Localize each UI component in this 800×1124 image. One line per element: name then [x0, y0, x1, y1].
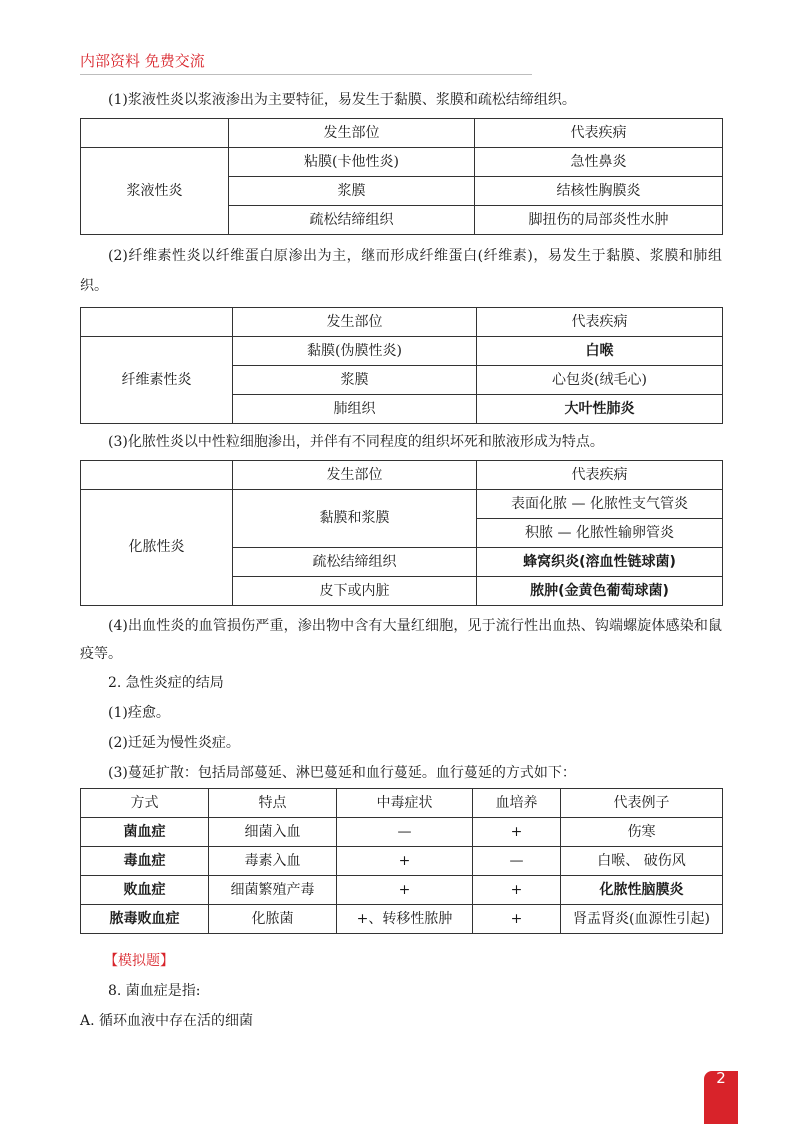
t2-site: 浆膜 [233, 366, 477, 395]
t4-header: 特点 [209, 789, 337, 818]
t2-header-empty [81, 308, 233, 337]
t3-header-site: 发生部位 [233, 461, 477, 490]
t4-header: 代表例子 [561, 789, 723, 818]
t2-site: 黏膜(伪膜性炎) [233, 337, 477, 366]
page-header [80, 50, 532, 75]
t1-header-disease: 代表疾病 [475, 119, 723, 148]
t3-header-disease: 代表疾病 [477, 461, 723, 490]
section-title: 【模拟题】 [104, 953, 174, 969]
t3-disease: 积脓 — 化脓性输卵管炎 [477, 519, 723, 548]
t2-site: 肺组织 [233, 395, 477, 424]
t1-disease: 脚扭伤的局部炎性水肿 [475, 206, 723, 235]
para-hemorrhagic: (4)出血性炎的血管损伤严重，渗出物中含有大量红细胞，见于流行性出血热、钩端螺旋体感染和鼠疫等。 [80, 618, 722, 662]
t4-feature: 化脓菌 [209, 905, 337, 934]
t4-feature: 毒素入血 [209, 847, 337, 876]
t2-disease: 大叶性肺炎 [477, 395, 723, 424]
t2-label: 纤维素性炎 [81, 337, 233, 424]
t4-tox: +、转移性脓肿 [337, 905, 473, 934]
t2-header-disease: 代表疾病 [477, 308, 723, 337]
t1-site: 粘膜(卡他性炎) [229, 148, 475, 177]
question-text: 8. 菌血症是指: [108, 983, 201, 999]
t1-disease: 结核性胸膜炎 [475, 177, 723, 206]
t4-name: 脓毒败血症 [81, 905, 209, 934]
t4-tox: + [337, 876, 473, 905]
t1-disease: 急性鼻炎 [475, 148, 723, 177]
t1-header-empty [81, 119, 229, 148]
para-serous: (1)浆液性炎以浆液渗出为主要特征，易发生于黏膜、浆膜和疏松结缔组织。 [108, 92, 576, 108]
table-spread [80, 788, 723, 934]
t4-culture: + [473, 876, 561, 905]
t4-header: 血培养 [473, 789, 561, 818]
header-text: 内部资料 免费交流 [80, 52, 205, 70]
t4-name: 菌血症 [81, 818, 209, 847]
t4-culture: + [473, 905, 561, 934]
page-number-badge [704, 1071, 738, 1124]
t4-culture: — [473, 847, 561, 876]
t1-site: 浆膜 [229, 177, 475, 206]
t3-disease: 蜂窝织炎(溶血性链球菌) [477, 548, 723, 577]
table-purulent [80, 460, 723, 606]
para-fibrinous: (2)纤维素性炎以纤维蛋白原渗出为主，继而形成纤维蛋白(纤维素)，易发生于黏膜、浆膜和肺组织。 [80, 248, 722, 294]
t3-site: 皮下或内脏 [233, 577, 477, 606]
t4-name: 毒血症 [81, 847, 209, 876]
t4-name: 败血症 [81, 876, 209, 905]
t3-label: 化脓性炎 [81, 490, 233, 606]
t4-tox: + [337, 847, 473, 876]
t3-header-empty [81, 461, 233, 490]
t3-disease: 表面化脓 — 化脓性支气管炎 [477, 490, 723, 519]
para-outcome-2: (2)迁延为慢性炎症。 [108, 735, 240, 751]
t4-tox: — [337, 818, 473, 847]
t4-example: 化脓性脑膜炎 [561, 876, 723, 905]
para-purulent: (3)化脓性炎以中性粒细胞渗出，并伴有不同程度的组织坏死和脓液形成为特点。 [108, 434, 604, 450]
t1-header-site: 发生部位 [229, 119, 475, 148]
t3-site: 疏松结缔组织 [233, 548, 477, 577]
t3-disease: 脓肿(金黄色葡萄球菌) [477, 577, 723, 606]
t4-example: 肾盂肾炎(血源性引起) [561, 905, 723, 934]
t3-site: 黏膜和浆膜 [233, 490, 477, 548]
content [80, 88, 722, 1036]
t4-example: 白喉、 破伤风 [561, 847, 723, 876]
t4-header: 中毒症状 [337, 789, 473, 818]
option-a: A. 循环血液中存在活的细菌 [80, 1013, 254, 1029]
para-outcome-1: (1)痊愈。 [108, 705, 170, 721]
para-outcome-3: (3)蔓延扩散：包括局部蔓延、淋巴蔓延和血行蔓延。血行蔓延的方式如下： [108, 765, 576, 781]
t2-header-site: 发生部位 [233, 308, 477, 337]
t4-feature: 细菌入血 [209, 818, 337, 847]
t1-site: 疏松结缔组织 [229, 206, 475, 235]
para-outcome-heading: 2. 急性炎症的结局 [108, 675, 224, 691]
t4-header: 方式 [81, 789, 209, 818]
page-number: 2 [716, 1069, 726, 1087]
t4-example: 伤寒 [561, 818, 723, 847]
t4-culture: + [473, 818, 561, 847]
table-fibrinous [80, 307, 723, 424]
table-serous [80, 118, 723, 235]
t4-feature: 细菌繁殖产毒 [209, 876, 337, 905]
t2-disease: 白喉 [477, 337, 723, 366]
t2-disease: 心包炎(绒毛心) [477, 366, 723, 395]
t1-label: 浆液性炎 [81, 148, 229, 235]
